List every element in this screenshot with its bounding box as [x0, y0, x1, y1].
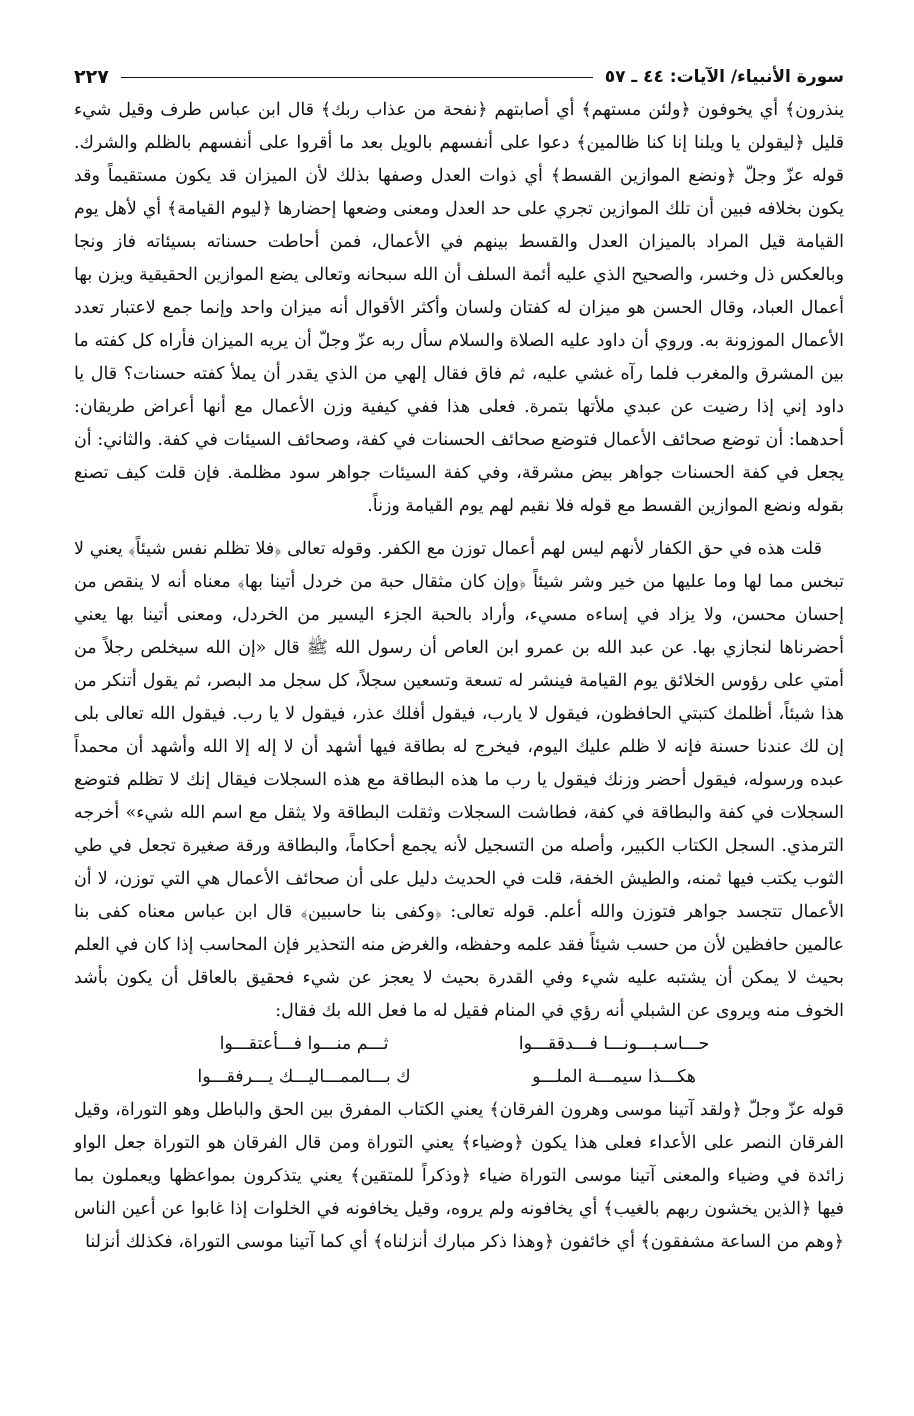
surah-title: سورة الأنبياء/ الآيات: ٤٤ ـ ٥٧ — [604, 67, 844, 87]
paragraph-3: قوله عزّ وجلّ ﴿ولقد آتينا موسى وهرون الفرقان﴾ يعني الكتاب المفرق بين الحق والباطل وهو التوراة، وقيل الفرقان النصر على الأعداء فعلى هذا يكون ﴿وضياء﴾ يعني التوراة ومن قال الفرقان هو التوراة جعل الواو زائدة في وضياء والمعنى آتينا موسى التوراة ضياء ﴿وذكراً للمتقين﴾ يعني يتذكرون بمواعظها ويعملون بما فيها ﴿الذين يخشون ربهم بالغيب﴾ أي يخافونه ولم يروه، وقيل يخافونه في الخلوات إذا غابوا عن أعين الناس ﴿وهم من الساعة مشفقون﴾ أي خائفون ﴿وهذا ذكر مبارك أنزلناه﴾ أي كما آتينا موسى التوراة، فكذلك أنزلنا — [74, 1100, 844, 1252]
page-header — [74, 64, 844, 90]
header-rule — [121, 77, 593, 78]
poem-line-2-hemistich-2: ك بـــالممـــاليـــك يـــرفقـــوا — [197, 1067, 411, 1087]
poem-line-1-hemistich-2: ثـــم منـــوا فـــأعتقـــوا — [219, 1034, 389, 1054]
paragraph-1: ينذرون﴾ أي يخوفون ﴿ولئن مستهم﴾ أي أصابتهم ﴿نفحة من عذاب ربك﴾ قال ابن عباس طرف وقيل شيء قليل ﴿ليقولن يا ويلنا إنا كنا ظالمين﴾ دعوا على أنفسهم بالويل بعد ما أقروا على أنفسهم بالظلم والشرك. قوله عزّ وجلّ ﴿ونضع الموازين القسط﴾ أي ذوات العدل وصفها بذلك لأن الميزان قد يكون مستقيماً وقد يكون بخلافه فبين أن تلك الموازين تجري على حد العدل ومعنى وضعها إحضارها ﴿ليوم القيامة﴾ أي لأهل يوم القيامة قيل المراد بالميزان العدل والقسط بينهم في الأعمال، فمن أحاطت حسناته بسيئاته فاز ونجا وبالعكس ذل وخسر، والصحيح الذي عليه أئمة السلف أن الله سبحانه وتعالى يضع الموازين الحقيقية ويزن بها أعمال العباد، وقال الحسن هو ميزان له كفتان ولسان وأكثر الأقوال أنه ميزان واحد وإنما جمع لاعتبار تعدد الأعمال الموزونة به. وروي أن داود عليه الصلاة والسلام سأل ربه عزّ وجلّ أن يريه الميزان فأراه كل كفته ما بين المشرق والمغرب فلما رآه غشي عليه، ثم فاق فقال إلهي من الذي يقدر أن يملأ كفته حسنات؟ قال يا داود إني إذا رضيت عن عبدي ملأتها بتمرة. فعلى هذا ففي كيفية وزن الأعمال مع أنها أعراض طريقان: أحدهما: أن توضع صحائف الأعمال فتوضع صحائف الحسنات في كفة، وصحائف السيئات في كفة. والثاني: أن يجعل في كفة الحسنات جواهر بيض مشرقة، وفي كفة السيئات جواهر سود مظلمة. فإن قلت كيف تصنع بقوله ونضع الموازين القسط مع قوله فلا نقيم لهم يوم القيامة وزناً. — [74, 100, 844, 516]
poem-line-2-hemistich-1: هكـــذا سيمـــة الملـــو — [532, 1067, 696, 1087]
poem — [149, 1028, 769, 1094]
paragraph-2: قلت هذه في حق الكفار لأنهم ليس لهم أعمال توزن مع الكفر. وقوله تعالى ﴿فلا تظلم نفس شيئاً﴾ يعني لا تبخس مما لها وما عليها من خير وشر شيئاً ﴿وإن كان مثقال حبة من خردل أتينا بها﴾ معناه أنه لا ينقص من إحسان محسن، ولا يزاد في إساءه مسيء، وأراد بالحبة الجزء اليسير من الخردل، ومعنى أتينا بها يعني أحضرناها لنجازي بها. عن عبد الله بن عمرو ابن العاص أن رسول الله ﷺ قال «إن الله سيخلص رجلاً من أمتي على رؤوس الخلائق يوم القيامة فينشر له تسعة وتسعين سجلاً، كل سجل مد البصر، ثم يقول أتنكر من هذا شيئاً، أظلمك كتبتي الحافظون، فيقول لا يارب، فيقول أفلك عذر، فيقول لا يا رب. فيقول الله تعالى بلى إن لك عندنا حسنة فإنه لا ظلم عليك اليوم، فيخرج له بطاقة فيها أشهد أن لا إله إلا الله وأشهد أن محمداً عبده ورسوله، فيقول أحضر وزنك فيقول يا رب ما هذه البطاقة مع هذه السجلات فيقال إنك لا تظلم فتوضع السجلات في كفة والبطاقة في كفة، فطاشت السجلات وثقلت البطاقة ولا يثقل مع اسم الله شيء» أخرجه الترمذي. السجل الكتاب الكبير، وأصله من التسجيل لأنه يجمع أحكاماً، والبطاقة ورقة صغيرة تجعل في طي الثوب يكتب فيها ثمنه، والطيش الخفة، قلت في الحديث دليل على أن صحائف الأعمال هي التي توزن، لا أن الأعمال تتجسد جواهر فتوزن والله أعلم. قوله تعالى: ﴿وكفى بنا حاسبين﴾ قال ابن عباس معناه كفى بنا عالمين حافظين لأن من حسب شيئاً فقد علمه وحفظه، والغرض منه التحذير فإن المحاسب إذا كان في العلم بحيث لا يمكن أن يشتبه عليه شيء وفي القدرة بحيث لا يعجز عن شيء فحقيق بالعاقل أن يكون بأشد الخوف منه ويروى عن الشبلي أنه رؤي في المنام فقيل له ما فعل الله بك فقال: — [74, 539, 844, 1021]
page-number: ٢٢٧ — [74, 66, 109, 88]
poem-line-1-hemistich-1: حـــاسـبـــونـــا فـــدققـــوا — [518, 1034, 710, 1054]
book-page — [74, 64, 844, 1259]
